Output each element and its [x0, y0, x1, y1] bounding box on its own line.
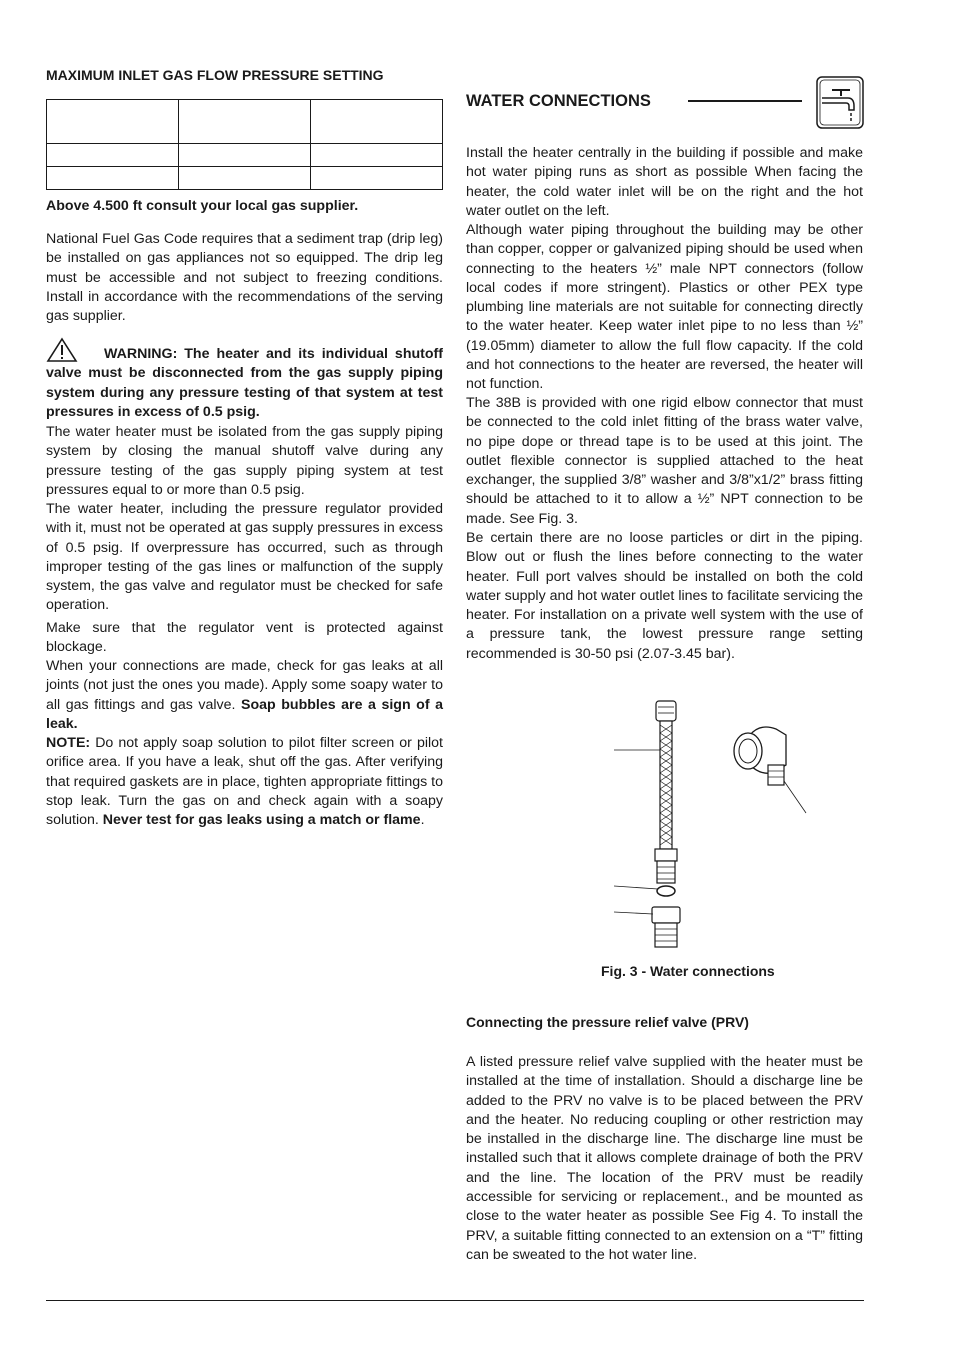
note-label: NOTE:: [46, 735, 91, 751]
regulator-vent-paragraph: Make sure that the regulator vent is protected against blockage.: [46, 620, 443, 656]
leak-check-bold: Soap bubbles are a sign of a leak.: [46, 696, 444, 732]
isolation-paragraph: The water heater must be isolated from the gas supply piping system by closing the manual shutoff valve during any pressure testing of the gas supply piping system at test pressures equal to or more than 0.5 psig.: [46, 424, 443, 498]
placement-paragraph: Install the heater centrally in the building if possible and make hot water piping runs as short as possible When facing the heater, the cold water inlet will be on the right and the hot water outlet on the left.: [466, 145, 863, 219]
elbow-connector: [734, 727, 786, 785]
warning-triangle-icon: [46, 337, 78, 363]
leak-check-text: When your connections are made, check for gas leaks at all joints (not just the ones you made). Apply some soapy water to all gas fittings and gas valve.: [46, 658, 443, 713]
warning-block: [46, 337, 443, 422]
table-cell: [179, 167, 311, 190]
table-cell: [179, 144, 311, 167]
gas-pressure-table: [46, 99, 443, 190]
flexible-connector: [655, 701, 677, 883]
note-paragraph: [46, 734, 443, 830]
connector-paragraph: The 38B is provided with one rigid elbow connector that must be connected to the cold inlet fitting of the brass water valve, no pipe dope or thread tape is to be used at this joint. The outlet flexible connector is supplied attached to the heat exchanger, the supplied 3/8” washer and 3/8”x1/2” brass fitting should be attached to it to allow a ½” NPT connection to be made. See Fig. 3.: [466, 395, 863, 527]
heading-rule: [688, 100, 802, 102]
warning-text: WARNING: The heater and its individual shutoff valve must be disconnected from the gas supply piping system during any pressure testing of that system at test pressures in excess of 0.5 psig.: [46, 346, 443, 420]
note-text: Do not apply soap solution to pilot filter screen or pilot orifice area. If you have a leak, shut off the gas. After verifying that required gaskets are in place, tighten appropriate fittings to stop leak. Turn the gas on and check again with a soapy solution.: [46, 735, 443, 829]
note-end: .: [420, 812, 425, 829]
prv-heading: Connecting the pressure relief valve (PRV): [466, 1014, 749, 1030]
table-cell: [47, 144, 179, 167]
leak-check-paragraph: [46, 657, 443, 734]
regulator-paragraph: The water heater, including the pressure regulator provided with it, must not be operated at gas supply pressures in excess of 0.5 psig. If overpressure has occurred, such as through improper testing of the gas lines or malfunction of the supply system, the gas valve and regulator must be checked for safe operation.: [46, 501, 443, 614]
table-cell: [47, 167, 179, 190]
piping-paragraph: Although water piping throughout the building may be other than copper, copper or galvanized piping should be used when connecting to the heaters ½” male NPT connectors (follow local codes if more stringent). Plastics or other PEX type plumbing line materials are not suitable for connecting directly to the water heater. Keep water inlet pipe to no less than ½” (19.05mm) diameter to allow the full flow capacity. If the cold and hot connections to the heater are reversed, the heater will not function.: [466, 222, 863, 393]
washer: [657, 886, 675, 896]
water-connections-heading: WATER CONNECTIONS: [466, 92, 651, 110]
table-cell: [311, 167, 443, 190]
figure-caption: Fig. 3 - Water connections: [601, 963, 775, 979]
brass-fitting: [652, 907, 680, 947]
note-bold: Never test for gas leaks using a match or flame: [102, 812, 421, 829]
flush-paragraph: Be certain there are no loose particles or dirt in the piping. Blow out or flush the lines before connecting to the water heater. Full port valves should be installed on both the cold water supply and hot water outlet lines to facilitate servicing the heater. For installation on a private well system with the use of a pressure tank, the lowest pressure range setting recommended is 30-50 psi (2.07-3.45 bar).: [466, 530, 863, 662]
table-cell: [47, 100, 179, 144]
drip-leg-paragraph: National Fuel Gas Code requires that a sediment trap (drip leg) be installed on gas appliances not so equipped. The drip leg must be accessible and not subject to freezing conditions. Install in accordance with the recommendations of the serving gas supplier.: [46, 231, 443, 325]
table-cell: [311, 144, 443, 167]
water-connections-figure: [600, 695, 820, 955]
table-note: Above 4.500 ft consult your local gas supplier.: [46, 198, 359, 214]
footer-rule: [46, 1300, 864, 1301]
prv-paragraph: A listed pressure relief valve supplied with the heater must be installed at the time of installation. Should a discharge line be added to the PRV no valve is to be placed between the PRV and the heater. No reducing coupling or other restriction may be installed in the discharge line. The discharge line must be installed such that it allows complete drainage of both the PRV and the line. The location of the PRV must be readily accessible for servicing or replacement., and be mounted as close to the water heater as possible See Fig 4. To install the PRV, a suitable fitting connected to an extension on a “T” fitting can be sweated to the hot water line.: [466, 1054, 863, 1263]
water-faucet-icon: [816, 76, 864, 129]
gas-pressure-heading: MAXIMUM INLET GAS FLOW PRESSURE SETTING: [46, 67, 384, 83]
table-cell: [179, 100, 311, 144]
table-cell: [311, 100, 443, 144]
